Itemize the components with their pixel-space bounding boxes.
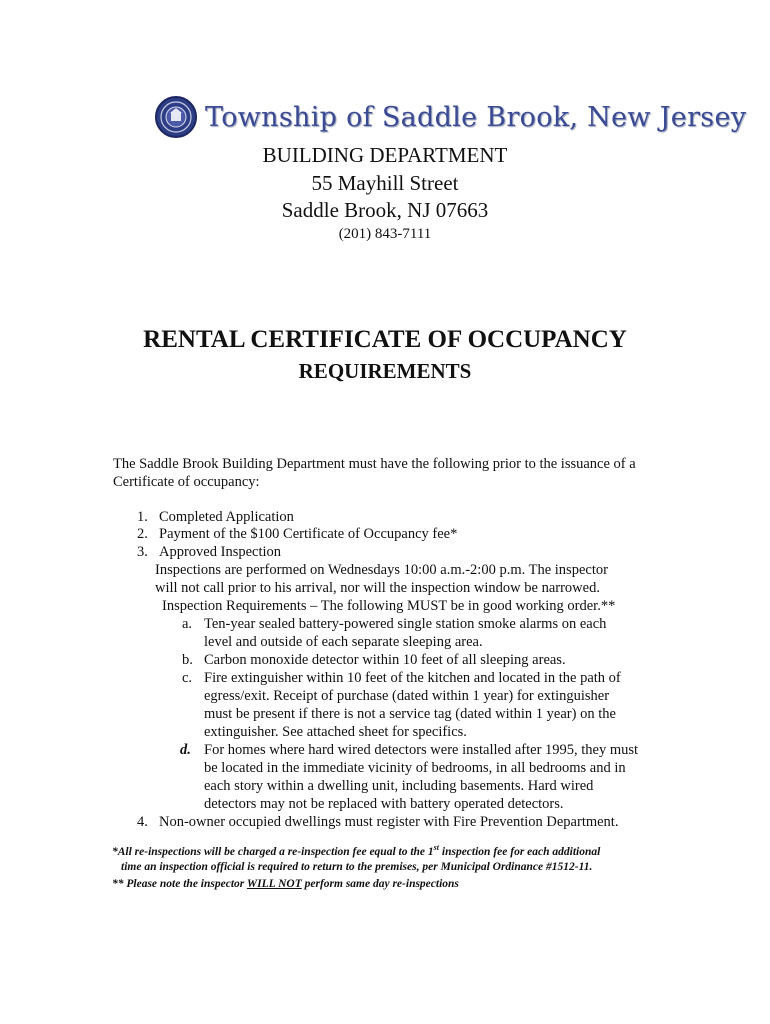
footnote-ordinance: time an inspection official is required to return to the premises, per Municipal Ordinance #1512-11. (121, 861, 593, 873)
sub-item: Ten-year sealed battery-powered single station smoke alarms on each (204, 616, 607, 632)
phone-number: (201) 843-7111 (338, 226, 432, 242)
footnote-same-day (112, 878, 459, 890)
sub-item-letter: b. (182, 652, 193, 668)
sub-item: level and outside of each separate sleeping area. (204, 634, 483, 650)
footnote-reinspection (112, 843, 601, 858)
inspection-info: will not call prior to his arrival, nor will the inspection window be narrowed. (155, 580, 600, 596)
sub-item: egress/exit. Receipt of purchase (dated within 1 year) for extinguisher (204, 688, 610, 704)
township-seal-icon (155, 96, 197, 138)
sub-item: each story within a dwelling unit, including basements. Hard wired (204, 778, 594, 794)
city-state-zip: Saddle Brook, NJ 07663 (281, 198, 489, 222)
sub-item-letter: c. (182, 670, 193, 686)
department-name: BUILDING DEPARTMENT (262, 143, 508, 167)
footnote-text: ** Please note the inspector (112, 878, 247, 890)
sub-item-letter: d. (180, 742, 191, 758)
footnote-text: perform same day re-inspections (301, 878, 459, 890)
sub-item: For homes where hard wired detectors were installed after 1995, they must (204, 742, 639, 758)
list-item: Non-owner occupied dwellings must register with Fire Prevention Department. (159, 814, 619, 830)
street-address: 55 Mayhill Street (311, 171, 459, 195)
list-item: Completed Application (159, 509, 294, 525)
sub-item: must be present if there is not a service tag (dated within 1 year) on the (204, 706, 616, 722)
list-number: 1. (137, 509, 148, 525)
letterhead (155, 94, 746, 140)
document-title: RENTAL CERTIFICATE OF OCCUPANCY (143, 326, 627, 353)
footnote-text: inspection fee for each additional (439, 846, 601, 858)
sub-item: be located in the immediate vicinity of bedrooms, in all bedrooms and in (204, 760, 626, 776)
sub-item: detectors may not be replaced with battery operated detectors. (204, 796, 564, 812)
sub-item-letter: a. (182, 616, 193, 632)
footnote-text: *All re-inspections will be charged a re-inspection fee equal to the 1 (112, 846, 434, 858)
sub-item: extinguisher. See attached sheet for specifics. (204, 724, 467, 740)
list-item: Approved Inspection (159, 544, 282, 560)
list-number: 4. (137, 814, 148, 830)
sub-item: Fire extinguisher within 10 feet of the kitchen and located in the path of (204, 670, 621, 686)
inspection-requirements-heading: Inspection Requirements – The following MUST be in good working order.** (162, 598, 616, 614)
document-subtitle: REQUIREMENTS (298, 359, 472, 383)
footnote-emphasis: WILL NOT (246, 878, 302, 890)
list-number: 2. (137, 526, 148, 542)
sub-item: Carbon monoxide detector within 10 feet of all sleeping areas. (204, 652, 566, 668)
intro-paragraph: The Saddle Brook Building Department must have the following prior to the issuance of a Certificate of occupancy: (113, 456, 636, 490)
list-item: Payment of the $100 Certificate of Occupancy fee* (159, 526, 458, 542)
list-number: 3. (137, 544, 148, 560)
inspection-info: Inspections are performed on Wednesdays 10:00 a.m.-2:00 p.m. The inspector (155, 562, 608, 578)
township-name: Township of Saddle Brook, New Jersey (205, 101, 747, 133)
footnote-superscript: st (433, 843, 440, 853)
